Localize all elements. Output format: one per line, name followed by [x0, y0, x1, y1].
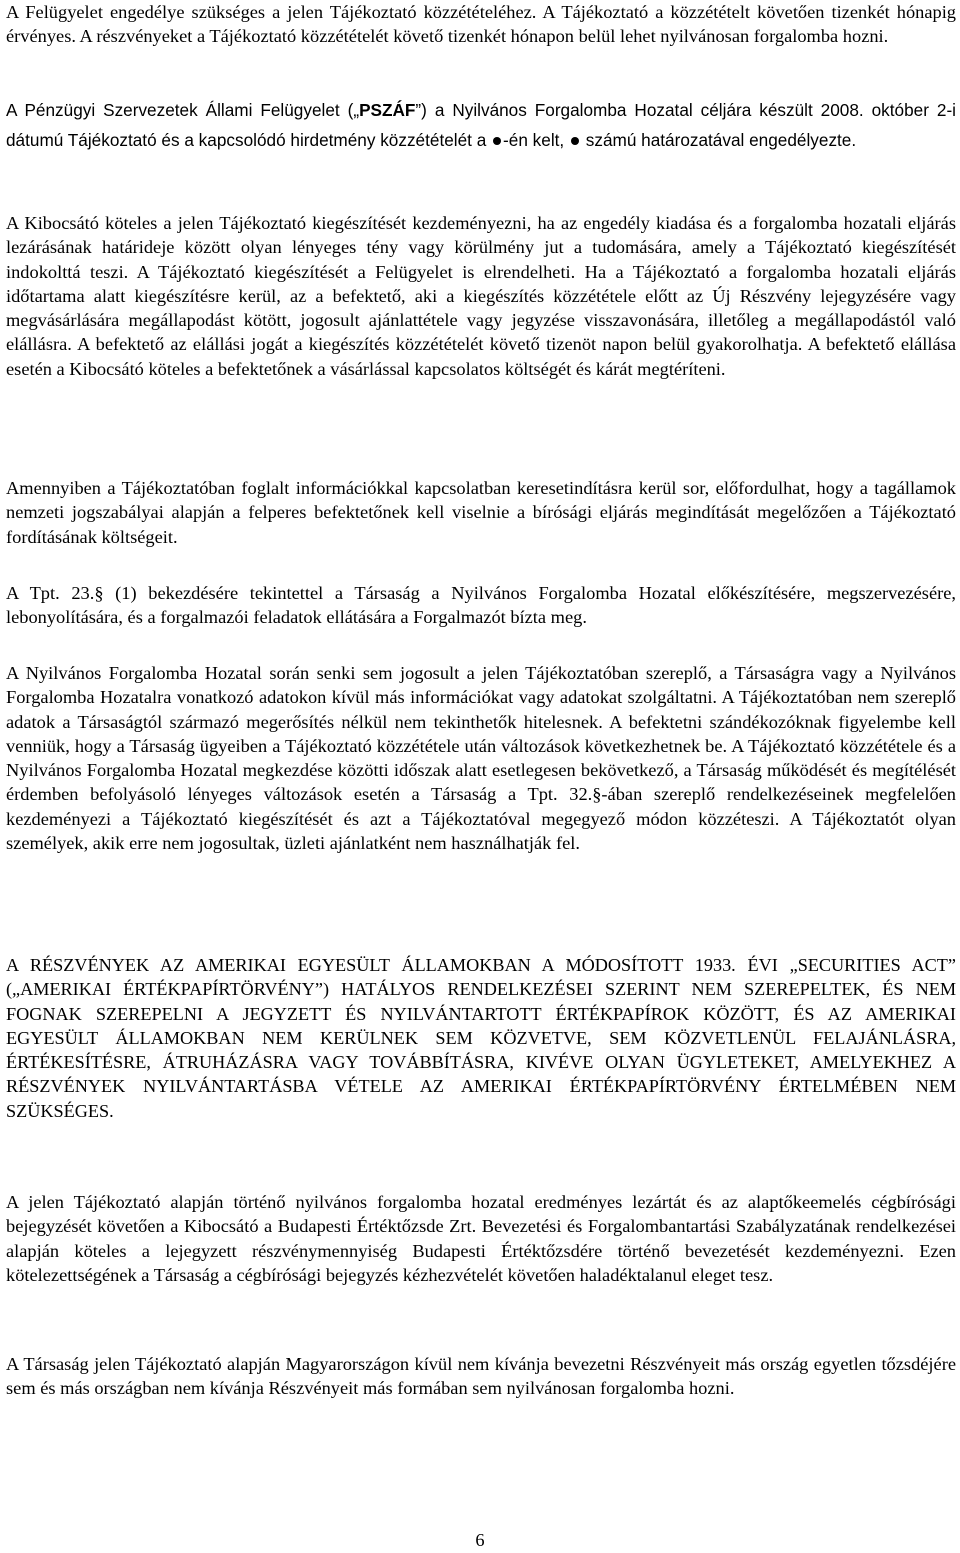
redacted-number-bullet — [571, 137, 579, 145]
paragraph-us-securities-notice: A RÉSZVÉNYEK AZ AMERIKAI EGYESÜLT ÁLLAMOKBAN A MÓDOSÍTOTT 1933. ÉVI „SECURITIES ACT” („AMERIKAI ÉRTÉKPAPÍRTÖRVÉNY”) HATÁLYOS RENDELKEZÉSEI SZERINT NEM SZEREPELTEK, ÉS NEM FOGNAK SZEREPELNI A JEGYZETT ÉS NYILVÁNTARTOTT ÉRTÉKPAPÍROK KÖZÖTT, ÉS AZ AMERIKAI EGYESÜLT ÁLLAMOKBAN NEM KERÜLNEK SEM KÖZVETVE, SEM KÖZVETLENÜL FELAJÁNLÁSRA, ÉRTÉKESÍTÉSRE, ÁTRUHÁZÁSRA VAGY TOVÁBBÍTÁSRA, KIVÉVE OLYAN ÜGYLETEKET, AMELYEKHEZ A RÉSZVÉNYEK NYILVÁNTARTÁSBA VÉTELE AZ AMERIKAI ÉRTÉKPAPÍRTÖRVÉNY ÉRTELMÉBEN NEM SZÜKSÉGES. — [6, 955, 956, 1121]
paragraph-stock-exchange-listing: A jelen Tájékoztató alapján történő nyilvános forgalomba hozatal eredményes lezártát és az alaptőkeemelés cégbírósági bejegyzését követően a Kibocsátó a Budapesti Értéktőzsde Zrt. Bevezetési és Forgalombantartási Szabályzatának rendelkezései alapján köteles a lejegyzett részvénymennyiség Budapesti Értéktőzsdére történő bevezetését kezdeményezni. Ezen kötelezettségének a Társaság a cégbírósági bejegyzés kézhezvételét követően haladéktalanul eleget tesz. — [6, 1192, 956, 1285]
pszaf-text-start: A Pénzügyi Szervezetek Állami Felügyelet ( — [6, 100, 354, 120]
paragraph-foreign-listing: A Társaság jelen Tájékoztató alapján Magyarországon kívül nem kívánja bevezetni Részvényeit más ország egyetlen tőzsdéjére sem és más országban nem kívánja Részvényeit más formában sem nyilvánosan forgalomba hozni. — [6, 1354, 956, 1399]
pszaf-text-middle: ) a Nyilvános Forgalomba Hozatal céljára készült 2008. október 2-i dátumú Tájékoztató és a kapcsolódó hirdetmény közzétételét a — [6, 100, 956, 150]
paragraph-supplement-obligation: A Kibocsátó köteles a jelen Tájékoztató kiegészítését kezdeményezni, ha az engedély kiadása és a forgalomba hozatali eljárás lezárásának határideje között olyan lényeges tény vagy körülmény jut a tudomására, amely a Tájékoztató kiegészítését indokolttá teszi. A Tájékoztató kiegészítését a Felügyelet is elrendelheti. Ha a Tájékoztató a forgalomba hozatali eljárás időtartama alatt kiegészítésre kerül, az a befektető, aki a kiegészítés közzététele előtt az Új Részvény lejegyzésére vagy megvásárlására megállapodást kötött, jogosult ajánlattétele vagy jegyzése visszavonására, illetőleg a megállapodástól való elállásra. A befektető az elállási jogát a kiegészítés közzétételét követő tizenöt napon belül gyakorolhatja. A befektető elállása esetén a Kibocsátó köteles a befektetőnek a vásárlással kapcsolatos költségét és kárát megtéríteni. — [6, 213, 956, 379]
paragraph-information-disclaimer: A Nyilvános Forgalomba Hozatal során senki sem jogosult a jelen Tájékoztatóban szereplő, a Társaságra vagy a Nyilvános Forgalomba Hozatalra vonatkozó adatokon kívül más információkat vagy adatokat szolgáltatni. A Tájékoztatóban nem szereplő adatok a Társaságtól származó megerősítés nélkül nem tekinthetők hitelesnek. A befektetni szándékozóknak figyelembe kell venniük, hogy a Társaság ügyeiben a Tájékoztató közzététele után változások következhetnek be. A Tájékoztató közzététele és a Nyilvános Forgalomba Hozatal megkezdése közötti időszak alatt esetlegesen bekövetkező, a Társaság működését és megítélését érdemben befolyásoló lényeges változások esetén a Társaság a Tpt. 32.§-ában szereplő rendelkezéseinek megfelelően kezdeményezi a Tájékoztató kiegészítését és azt a Tájékoztatóval megegyező módon közzéteszi. A Tájékoztatót olyan személyek, akik erre nem jogosultak, üzleti ajánlatként nem használhatják fel. — [6, 663, 956, 854]
page-number: 6 — [475, 1530, 485, 1550]
paragraph-legal-action-costs: Amennyiben a Tájékoztatóban foglalt információkkal kapcsolatban keresetindításra kerül sor, előfordulhat, hogy a tagállamok nemzeti jogszabályai alapján a felperes befektetőnek kell viselnie a bírósági eljárás megindítását megelőzően a Tájékoztató fordításának költségeit. — [6, 478, 956, 547]
paragraph-distributor: A Tpt. 23.§ (1) bekezdésére tekintettel a Társaság a Nyilvános Forgalomba Hozatal előkészítésére, megszervezésére, lebonyolítására, és a forgalmazói feladatok ellátására a Forgalmazót bízta meg. — [6, 583, 956, 628]
paragraph-pszaf-approval: A Pénzügyi Szervezetek Állami Felügyelet („PSZÁF”) a Nyilvános Forgalomba Hozatal céljára készült 2008. október 2-i dátumú Tájékoztató és a kapcsolódó hirdetmény közzétételét a -én kelt, számú határozatával engedélyezte. — [6, 100, 956, 150]
pszaf-abbreviation: PSZÁF — [359, 100, 416, 120]
pszaf-text-end: számú határozatával engedélyezte. — [585, 130, 857, 150]
pszaf-text-dated: -én kelt, — [503, 130, 565, 150]
redacted-date-bullet — [493, 137, 501, 145]
paragraph-approval-validity: A Felügyelet engedélye szükséges a jelen Tájékoztató közzétételéhez. A Tájékoztató a közzétételt követően tizenkét hónapig érvényes. A részvényeket a Tájékoztató közzétételét követő tizenkét hónapon belül lehet nyilvánosan forgalomba hozni. — [6, 2, 956, 47]
